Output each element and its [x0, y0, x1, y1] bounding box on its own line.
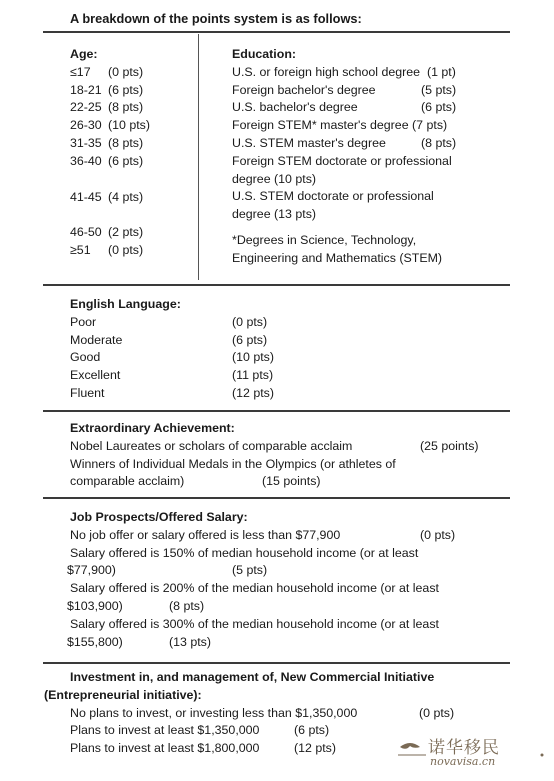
watermark-english: novavisa.cn: [430, 755, 496, 768]
job-line: No job offer or salary offered is less than $77,900 (0 pts): [70, 527, 456, 542]
investment-line: Plans to invest at least $1,350,000 (6 pts): [70, 723, 330, 738]
education-row: U.S. bachelor's degree (6 pts): [232, 100, 457, 115]
extraordinary-section: [70, 420, 479, 491]
english-heading: English Language:: [70, 297, 181, 311]
investment-line: No plans to invest, or investing less than $1,350,000 (0 pts): [70, 705, 455, 720]
education-row: Foreign bachelor's degree (5 pts): [232, 82, 457, 97]
extraordinary-heading: Extraordinary Achievement:: [70, 421, 235, 435]
age-row: ≥51 (0 pts): [70, 243, 144, 258]
age-row: 41-45 (4 pts): [70, 189, 144, 204]
job-line: Salary offered is 150% of median household income (or at least: [70, 545, 419, 560]
education-row: Foreign STEM doctorate or professional: [232, 153, 452, 168]
english-row: Poor (0 pts): [70, 314, 268, 329]
english-row: Good (10 pts): [70, 350, 275, 365]
extraordinary-line: Winners of Individual Medals in the Olympics (or athletes of: [70, 456, 396, 471]
job-section: [67, 509, 456, 651]
age-row: ≤17 (0 pts): [70, 64, 144, 79]
english-section: [70, 296, 274, 403]
age-row: 36-40 (6 pts): [70, 153, 144, 168]
document-title: A breakdown of the points system is as follows:: [70, 11, 362, 26]
education-footnote: Engineering and Mathematics (STEM): [232, 250, 443, 265]
watermark-chinese: 诺华移民: [428, 738, 500, 758]
education-row: U.S. or foreign high school degree (1 pt): [232, 64, 456, 79]
education-row: degree (10 pts): [232, 171, 317, 186]
divider-extraordinary: [43, 497, 510, 499]
job-line: Salary offered is 300% of the median household income (or at least: [70, 616, 439, 631]
investment-section: [44, 669, 454, 758]
age-row: 31-35 (8 pts): [70, 135, 144, 150]
investment-line: Plans to invest at least $1,800,000 (12 pts): [70, 741, 337, 756]
english-row: Excellent (11 pts): [70, 368, 274, 383]
age-row: 26-30 (10 pts): [70, 118, 151, 133]
divider-job: [43, 662, 510, 664]
watermark-logo: [396, 733, 546, 779]
age-column: [70, 46, 150, 260]
age-row: 22-25 (8 pts): [70, 100, 144, 115]
age-row: 46-50 (2 pts): [70, 225, 144, 240]
education-heading: Education:: [232, 47, 297, 61]
job-line: $103,900) (8 pts): [67, 598, 205, 613]
english-row: Moderate (6 pts): [70, 332, 268, 347]
english-row: Fluent (12 pts): [70, 385, 275, 400]
job-line: $155,800) (13 pts): [67, 634, 212, 649]
divider-title: [43, 31, 510, 33]
investment-heading: (Entrepreneurial initiative):: [44, 687, 202, 702]
job-line: $77,900) (5 pts): [67, 563, 268, 578]
job-line: Salary offered is 200% of the median household income (or at least: [70, 581, 439, 596]
divider-age: [43, 284, 510, 286]
education-row: U.S. STEM doctorate or professional: [232, 189, 434, 204]
education-row: Foreign STEM* master's degree (7 pts): [232, 118, 448, 133]
column-divider: [198, 34, 199, 280]
divider-english: [43, 410, 510, 412]
age-heading: Age:: [70, 47, 98, 61]
education-row: degree (13 pts): [232, 207, 317, 222]
extraordinary-line: Nobel Laureates or scholars of comparable acclaim (25 points): [70, 438, 479, 453]
education-column: [232, 46, 456, 268]
job-heading: Job Prospects/Offered Salary:: [70, 510, 248, 524]
age-row: 18-21 (6 pts): [70, 82, 144, 97]
education-footnote: *Degrees in Science, Technology,: [232, 232, 417, 247]
investment-heading: Investment in, and management of, New Commercial Initiative: [70, 670, 435, 684]
education-row: U.S. STEM master's degree (8 pts): [232, 135, 457, 150]
extraordinary-line: comparable acclaim) (15 points): [70, 474, 321, 489]
